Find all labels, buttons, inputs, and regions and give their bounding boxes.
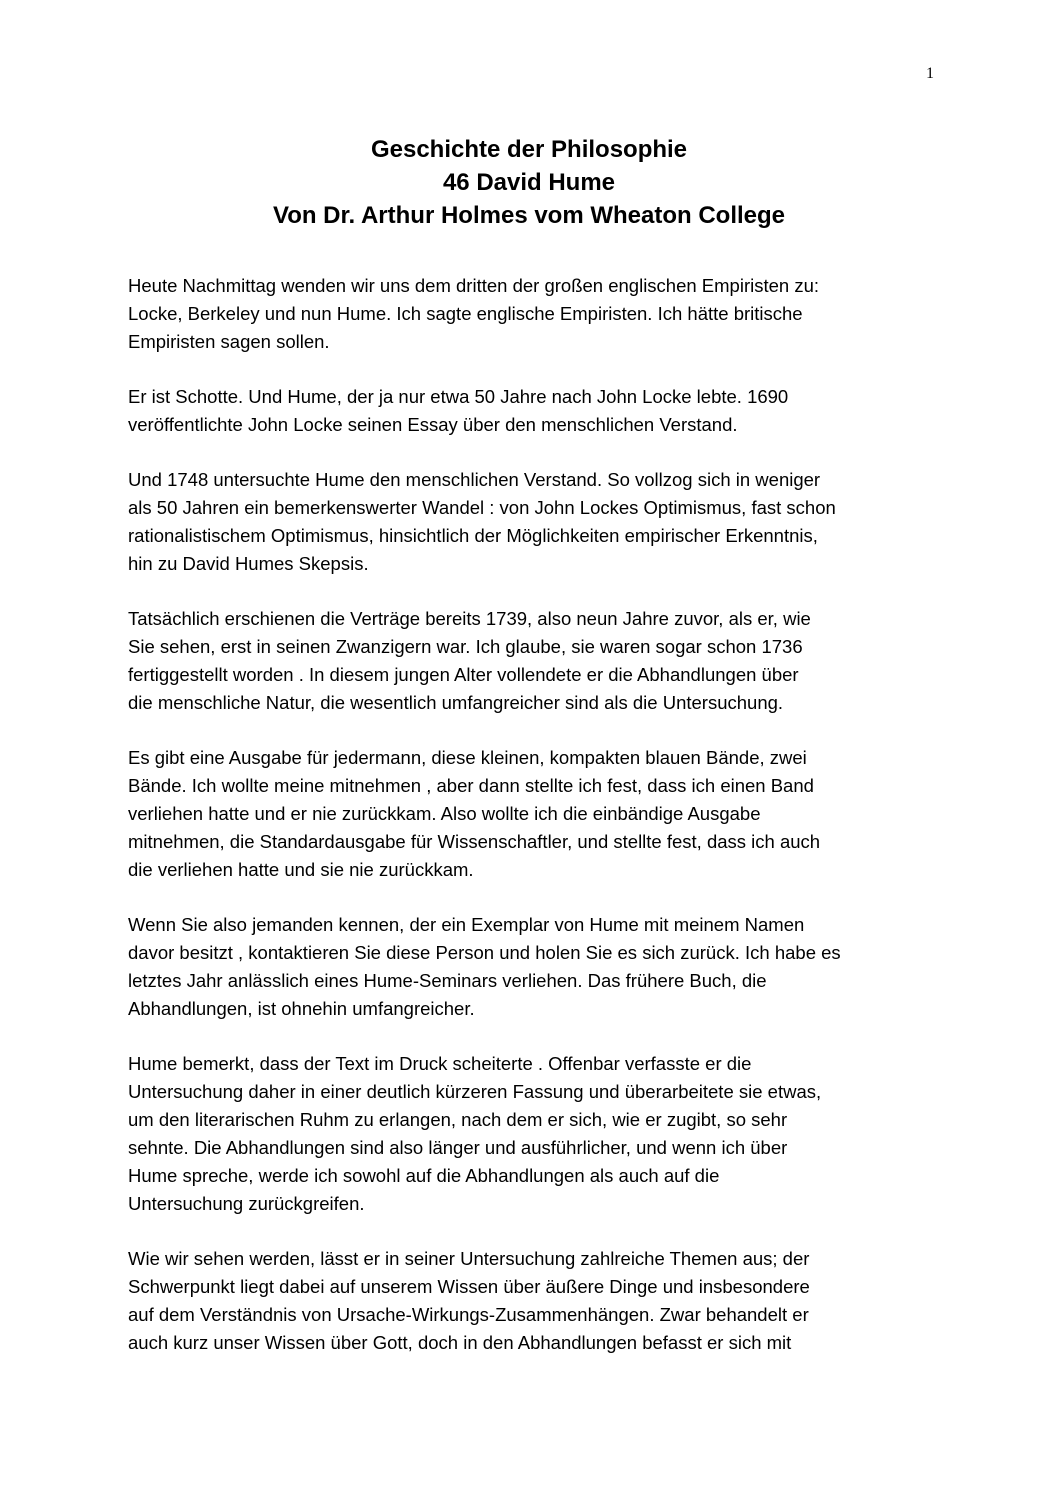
- text-line: auf dem Verständnis von Ursache-Wirkungs-Zusammenhängen. Zwar behandelt er: [128, 1304, 809, 1325]
- paragraph: [128, 383, 948, 439]
- title-lecture: 46 David Hume: [442, 169, 616, 196]
- text-line: Untersuchung zurückgreifen.: [128, 1193, 365, 1214]
- paragraph: [128, 744, 948, 884]
- paragraph: [128, 272, 948, 356]
- text-line: rationalistischem Optimismus, hinsichtlich der Möglichkeiten empirischer Erkenntnis,: [128, 525, 818, 546]
- text-line: Sie sehen, erst in seinen Zwanzigern war. Ich glaube, sie waren sogar schon 1736: [128, 636, 803, 657]
- title-author: Von Dr. Arthur Holmes vom Wheaton College: [272, 202, 786, 229]
- text-line: Wenn Sie also jemanden kennen, der ein Exemplar von Hume mit meinem Namen: [128, 914, 805, 935]
- text-line: Heute Nachmittag wenden wir uns dem dritten der großen englischen Empiristen zu:: [128, 275, 820, 296]
- document-title: [0, 133, 1058, 232]
- text-line: auch kurz unser Wissen über Gott, doch in den Abhandlungen befasst er sich mit: [128, 1332, 792, 1353]
- text-line: hin zu David Humes Skepsis.: [128, 553, 369, 574]
- paragraph: [128, 466, 948, 578]
- paragraph: [128, 911, 948, 1023]
- paragraph: [128, 1050, 948, 1218]
- text-line: Wie wir sehen werden, lässt er in seiner Untersuchung zahlreiche Themen aus; der: [128, 1248, 810, 1269]
- text-line: veröffentlichte John Locke seinen Essay über den menschlichen Verstand.: [128, 414, 738, 435]
- text-line: Untersuchung daher in einer deutlich kürzeren Fassung und überarbeitete sie etwas,: [128, 1081, 822, 1102]
- text-line: letztes Jahr anlässlich eines Hume-Seminars verliehen. Das frühere Buch, die: [128, 970, 767, 991]
- text-line: Es gibt eine Ausgabe für jedermann, diese kleinen, kompakten blauen Bände, zwei: [128, 747, 807, 768]
- text-line: Schwerpunkt liegt dabei auf unserem Wissen über äußere Dinge und insbesondere: [128, 1276, 810, 1297]
- text-line: die verliehen hatte und sie nie zurückkam.: [128, 859, 474, 880]
- text-line: Empiristen sagen sollen.: [128, 331, 330, 352]
- text-line: Abhandlungen, ist ohnehin umfangreicher.: [128, 998, 475, 1019]
- text-line: Und 1748 untersuchte Hume den menschlichen Verstand. So vollzog sich in weniger: [128, 469, 821, 490]
- document-body: [128, 272, 948, 1384]
- text-line: Er ist Schotte. Und Hume, der ja nur etwa 50 Jahre nach John Locke lebte. 1690: [128, 386, 789, 407]
- text-line: Locke, Berkeley und nun Hume. Ich sagte englische Empiristen. Ich hätte britische: [128, 303, 803, 324]
- text-line: mitnehmen, die Standardausgabe für Wissenschaftler, und stellte fest, dass ich auch: [128, 831, 821, 852]
- text-line: fertiggestellt worden . In diesem jungen Alter vollendete er die Abhandlungen über: [128, 664, 799, 685]
- paragraph: [128, 1245, 948, 1357]
- page-number: 1: [926, 65, 934, 82]
- text-line: als 50 Jahren ein bemerkenswerter Wandel : von John Lockes Optimismus, fast schon: [128, 497, 836, 518]
- text-line: die menschliche Natur, die wesentlich umfangreicher sind als die Untersuchung.: [128, 692, 784, 713]
- text-line: sehnte. Die Abhandlungen sind also länger und ausführlicher, und wenn ich über: [128, 1137, 788, 1158]
- text-line: Tatsächlich erschienen die Verträge bereits 1739, also neun Jahre zuvor, als er, wie: [128, 608, 811, 629]
- text-line: Hume spreche, werde ich sowohl auf die Abhandlungen als auch auf die: [128, 1165, 720, 1186]
- title-series: Geschichte der Philosophie: [370, 136, 688, 163]
- paragraph: [128, 605, 948, 717]
- text-line: Bände. Ich wollte meine mitnehmen , aber dann stellte ich fest, dass ich einen Band: [128, 775, 814, 796]
- text-line: davor besitzt , kontaktieren Sie diese Person und holen Sie es sich zurück. Ich habe es: [128, 942, 841, 963]
- text-line: um den literarischen Ruhm zu erlangen, nach dem er sich, wie er zugibt, so sehr: [128, 1109, 788, 1130]
- text-line: Hume bemerkt, dass der Text im Druck scheiterte . Offenbar verfasste er die: [128, 1053, 752, 1074]
- text-line: verliehen hatte und er nie zurückkam. Also wollte ich die einbändige Ausgabe: [128, 803, 761, 824]
